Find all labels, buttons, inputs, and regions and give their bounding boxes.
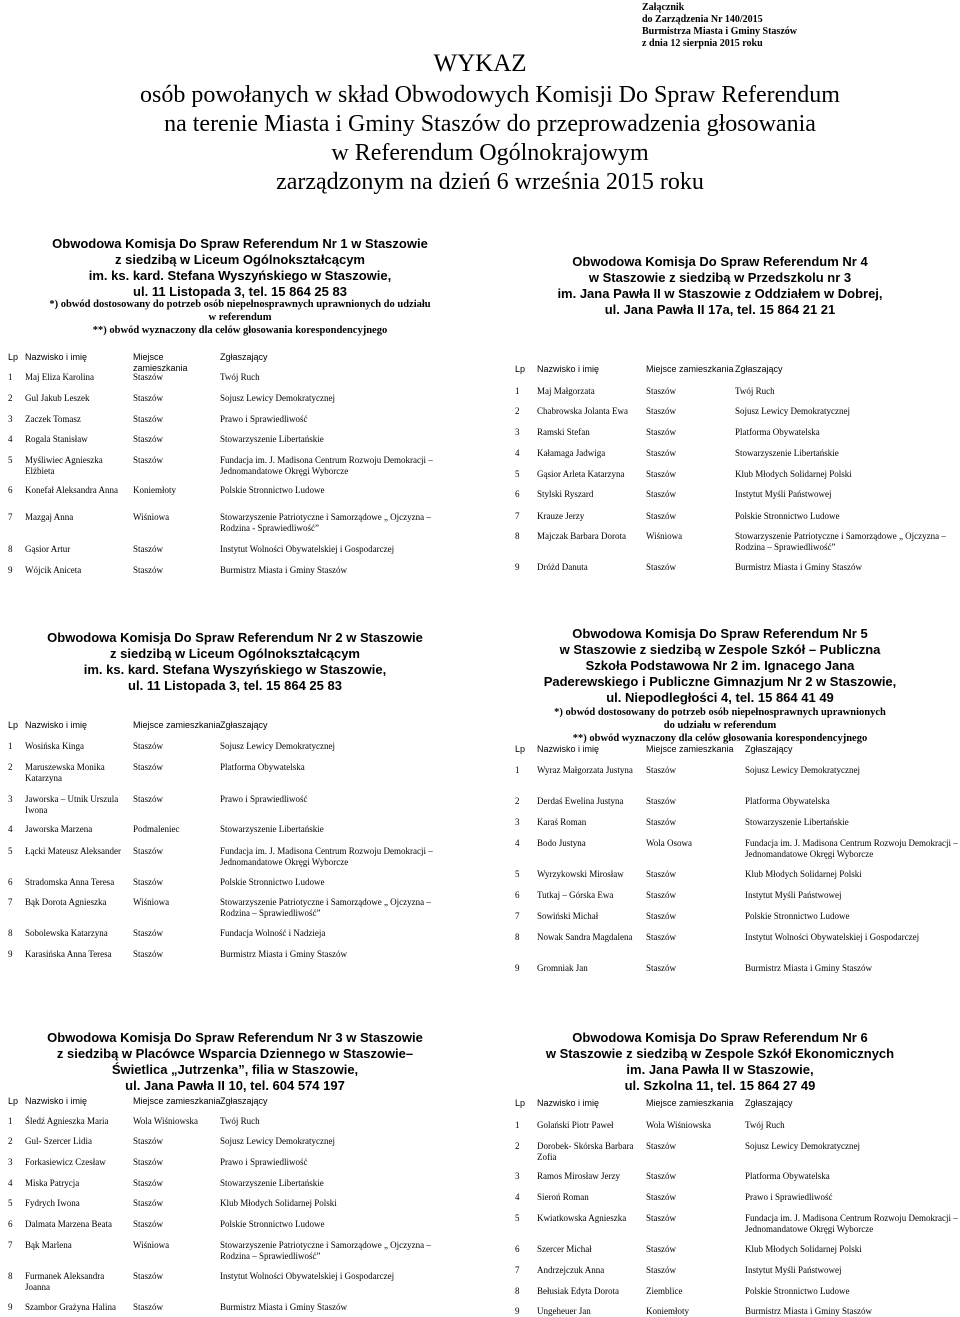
- commission-heading-line: ul. 11 Listopada 3, tel. 15 864 25 83: [133, 284, 347, 299]
- row-name: Ramos Mirosław Jerzy: [537, 1171, 620, 1181]
- row-name: Zaczek Tomasz: [25, 414, 81, 424]
- row-name: Śledź Agnieszka Maria: [25, 1116, 109, 1126]
- row-lp: 1: [8, 1116, 13, 1126]
- row-submitter: Instytut Myśli Państwowej: [745, 1265, 842, 1275]
- row-lp: 6: [515, 489, 520, 499]
- row-lp: 5: [515, 1213, 520, 1223]
- row-submitter: Klub Młodych Solidarnej Polski: [735, 469, 852, 479]
- column-header-lp: Lp: [8, 720, 19, 730]
- column-header-lp: Lp: [515, 364, 526, 374]
- row-lp: 4: [8, 1178, 13, 1188]
- row-submitter: Twój Ruch: [220, 1116, 260, 1126]
- commission-heading-line: ul. Szkolna 11, tel. 15 864 27 49: [624, 1078, 816, 1093]
- commission-heading-line: ul. Niepodległości 4, tel. 15 864 41 49: [606, 690, 834, 705]
- row-submitter: Sojusz Lewicy Demokratycznej: [220, 393, 335, 403]
- row-submitter: Polskie Stronnictwo Ludowe: [745, 911, 850, 921]
- row-lp: 4: [8, 824, 13, 834]
- row-lp: 6: [8, 1219, 13, 1229]
- document-subtitle-line: na terenie Miasta i Gminy Staszów do przeprowadzenia głosowania: [164, 111, 816, 137]
- commission-note-line: do udziału w referendum: [663, 720, 777, 731]
- row-name: Tutkaj – Górska Ewa: [537, 890, 614, 900]
- row-submitter: Platforma Obywatelska: [735, 427, 820, 437]
- row-name: Stradomska Anna Teresa: [25, 877, 115, 887]
- row-name: Bełusiak Edyta Dorota: [537, 1286, 619, 1296]
- commission-heading-line: z siedzibą w Placówce Wsparcia Dziennego w Staszowie–: [56, 1046, 414, 1061]
- row-lp: 9: [8, 1302, 13, 1312]
- annex-line: Załącznik: [642, 2, 685, 13]
- row-submitter: Burmistrz Miasta i Gminy Staszów: [220, 565, 347, 575]
- row-place: Staszów: [646, 386, 676, 396]
- row-submitter: Burmistrz Miasta i Gminy Staszów: [220, 949, 347, 959]
- row-place: Staszów: [133, 762, 163, 772]
- row-submitter: Prawo i Sprawiedliwość: [220, 1157, 308, 1167]
- commission-note-line: *) obwód dostosowany do potrzeb osób niepełnosprawnych uprawnionych do udziału: [49, 299, 431, 310]
- commission-heading: [0, 236, 480, 300]
- annex-line: Burmistrza Miasta i Gminy Staszów: [642, 26, 797, 37]
- row-lp: 7: [515, 911, 520, 921]
- row-lp: 6: [515, 890, 520, 900]
- row-name: Szercer Michał: [537, 1244, 592, 1254]
- row-submitter: Stowarzyszenie Libertańskie: [745, 817, 849, 827]
- commission-heading-line: Obwodowa Komisja Do Spraw Referendum Nr 2 w Staszowie: [47, 630, 423, 645]
- row-submitter: Platforma Obywatelska: [745, 796, 830, 806]
- commission-heading-line: w Staszowie z siedzibą w Zespole Szkół Ekonomicznych: [545, 1046, 895, 1061]
- row-place: Staszów: [133, 565, 163, 575]
- row-place: Staszów: [646, 932, 676, 942]
- row-name: Bąk Marlena: [25, 1240, 72, 1250]
- row-place: Staszów: [646, 1171, 676, 1181]
- row-submitter: Stowarzyszenie Libertańskie: [220, 1178, 324, 1188]
- row-submitter: Burmistrz Miasta i Gminy Staszów: [220, 1302, 347, 1312]
- commission-heading-line: Obwodowa Komisja Do Spraw Referendum Nr 3 w Staszowie: [47, 1030, 423, 1045]
- document-subtitle-line: w Referendum Ogólnokrajowym: [331, 140, 649, 166]
- row-name: Ungeheuer Jan: [537, 1306, 591, 1316]
- row-submitter: Sojusz Lewicy Demokratycznej: [735, 406, 850, 416]
- row-submitter: Fundacja im. J. Madisona Centrum Rozwoju Demokracji – Jednomandatowe Okręgi Wyborcze: [745, 838, 958, 859]
- row-lp: 1: [8, 372, 13, 382]
- row-lp: 7: [8, 897, 13, 907]
- annex-block: [642, 2, 797, 50]
- row-lp: 3: [8, 414, 13, 424]
- row-lp: 3: [515, 1171, 520, 1181]
- row-place: Staszów: [646, 448, 676, 458]
- row-name: Ramski Stefan: [537, 427, 590, 437]
- row-submitter: Stowarzyszenie Patriotyczne i Samorządowe „ Ojczyzna – Rodzina – Sprawiedliwość”: [220, 1240, 431, 1261]
- row-lp: 1: [515, 386, 520, 396]
- commission-heading: [480, 1030, 960, 1094]
- row-submitter: Prawo i Sprawiedliwość: [220, 414, 308, 424]
- row-lp: 3: [8, 794, 13, 804]
- column-header-lp: Lp: [8, 1096, 19, 1106]
- row-lp: 9: [515, 963, 520, 973]
- row-lp: 4: [8, 434, 13, 444]
- row-place: Staszów: [646, 817, 676, 827]
- column-header-name: Nazwisko i imię: [25, 1096, 88, 1106]
- row-place: Staszów: [133, 544, 163, 554]
- row-name: Rogala Stanisław: [25, 434, 88, 444]
- row-lp: 2: [8, 393, 13, 403]
- row-place: Staszów: [646, 911, 676, 921]
- row-submitter: Stowarzyszenie Patriotyczne i Samorządowe „ Ojczyzna – Rodzina - Sprawiedliwość”: [220, 512, 431, 533]
- column-header-name: Nazwisko i imię: [25, 720, 88, 730]
- row-lp: 1: [8, 741, 13, 751]
- row-name: Mazgaj Anna: [25, 512, 74, 522]
- row-name: Wyrzykowski Mirosław: [537, 869, 624, 879]
- row-lp: 2: [8, 762, 13, 772]
- row-lp: 5: [515, 869, 520, 879]
- commission-heading-line: Szkoła Podstawowa Nr 2 im. Ignacego Jana: [585, 658, 855, 673]
- row-name: Jaworska Marzena: [25, 824, 93, 834]
- row-submitter: Klub Młodych Solidarnej Polski: [745, 869, 862, 879]
- row-submitter: Prawo i Sprawiedliwość: [220, 794, 308, 804]
- column-header-submitter: Zgłaszający: [220, 1096, 268, 1106]
- row-name: Andrzejczuk Anna: [537, 1265, 605, 1275]
- row-submitter: Instytut Wolności Obywatelskiej i Gospodarczej: [745, 932, 920, 942]
- row-lp: 7: [515, 1265, 520, 1275]
- row-place: Wiśniowa: [133, 1240, 170, 1250]
- row-lp: 9: [515, 1306, 520, 1316]
- row-name: Kałamaga Jadwiga: [537, 448, 606, 458]
- commission-heading-line: Obwodowa Komisja Do Spraw Referendum Nr 6: [572, 1030, 868, 1045]
- column-header-place: Miejsce zamieszkania: [133, 720, 221, 730]
- row-place: Staszów: [646, 1213, 676, 1223]
- row-name: Gromniak Jan: [537, 963, 588, 973]
- row-name: Furmanek Aleksandra Joanna: [25, 1271, 105, 1292]
- row-place: Staszów: [133, 1302, 163, 1312]
- annex-line: z dnia 12 sierpnia 2015 roku: [642, 38, 763, 49]
- document-title: WYKAZ: [433, 50, 527, 77]
- column-header-place: Miejsce zamieszkania: [646, 1098, 734, 1108]
- row-name: Bodo Justyna: [537, 838, 586, 848]
- row-submitter: Polskie Stronnictwo Ludowe: [735, 511, 840, 521]
- row-submitter: Fundacja Wolność i Nadzieja: [220, 928, 326, 938]
- commission-note-line: **) obwód wyznaczony dla celów głosowania korespondencyjnego: [92, 325, 388, 336]
- row-place: Staszów: [133, 1178, 163, 1188]
- row-name: Szambor Grażyna Halina: [25, 1302, 116, 1312]
- commission-heading-line: Świetlica „Jutrzenka”, filia w Staszowie,: [111, 1062, 359, 1077]
- row-lp: 8: [515, 932, 520, 942]
- row-place: Staszów: [133, 949, 163, 959]
- row-lp: 4: [515, 838, 520, 848]
- commission-heading-line: im. Jana Pawła II w Staszowie z Oddziałem w Dobrej,: [557, 286, 883, 301]
- commission-note-line: **) obwód wyznaczony dla celów głosowania korespondencyjnego: [572, 733, 868, 744]
- row-place: Staszów: [646, 869, 676, 879]
- row-submitter: Sojusz Lewicy Demokratycznej: [220, 741, 335, 751]
- row-name: Wyraz Małgorzata Justyna: [537, 765, 633, 775]
- row-submitter: Polskie Stronnictwo Ludowe: [220, 1219, 325, 1229]
- commission-heading: [0, 1030, 470, 1094]
- document-subtitle-line: osób powołanych w skład Obwodowych Komisji Do Spraw Referendum: [140, 82, 840, 108]
- row-name: Maruszewska Monika Katarzyna: [25, 762, 105, 783]
- row-name: Kwiatkowska Agnieszka: [537, 1213, 627, 1223]
- row-lp: 2: [515, 406, 520, 416]
- row-place: Staszów: [133, 1157, 163, 1167]
- row-name: Derdaś Ewelina Justyna: [537, 796, 624, 806]
- row-place: Staszów: [646, 1141, 676, 1151]
- row-place: Staszów: [133, 1219, 163, 1229]
- row-lp: 3: [8, 1157, 13, 1167]
- row-name: Krauze Jerzy: [537, 511, 585, 521]
- row-submitter: Stowarzyszenie Patriotyczne i Samorządowe „ Ojczyzna – Rodzina – Sprawiedliwość”: [220, 897, 431, 918]
- row-place: Staszów: [646, 963, 676, 973]
- row-name: Gąsior Artur: [25, 544, 71, 554]
- column-header-lp: Lp: [8, 352, 19, 362]
- row-place: Staszów: [133, 741, 163, 751]
- row-lp: 9: [515, 562, 520, 572]
- row-place: Wiśniowa: [133, 512, 170, 522]
- row-place: Staszów: [133, 928, 163, 938]
- row-place: Staszów: [133, 794, 163, 804]
- row-place: Wola Osowa: [646, 838, 693, 848]
- column-header-name: Nazwisko i imię: [537, 364, 600, 374]
- row-place: Wiśniowa: [133, 897, 170, 907]
- row-name: Stylski Ryszard: [537, 489, 594, 499]
- row-name: Chabrowska Jolanta Ewa: [537, 406, 628, 416]
- row-lp: 5: [515, 469, 520, 479]
- commission-notes: [0, 298, 480, 337]
- row-place: Staszów: [133, 372, 163, 382]
- row-place: Staszów: [646, 406, 676, 416]
- commission-heading-line: ul. Jana Pawła II 10, tel. 604 574 197: [125, 1078, 345, 1093]
- row-submitter: Sojusz Lewicy Demokratycznej: [220, 1136, 335, 1146]
- row-lp: 6: [8, 485, 13, 495]
- column-header-place: Miejsce zamieszkania: [646, 364, 734, 374]
- column-header-place-line: zamieszkania: [133, 363, 188, 373]
- row-lp: 3: [515, 817, 520, 827]
- commission-heading-line: Obwodowa Komisja Do Spraw Referendum Nr 5: [572, 626, 868, 641]
- column-header-submitter: Zgłaszający: [745, 1098, 793, 1108]
- row-lp: 6: [515, 1244, 520, 1254]
- row-place: Podmaleniec: [133, 824, 180, 834]
- row-lp: 9: [8, 565, 13, 575]
- row-name: Majczak Barbara Dorota: [537, 531, 626, 541]
- row-submitter: Polskie Stronnictwo Ludowe: [745, 1286, 850, 1296]
- row-place: Staszów: [646, 1192, 676, 1202]
- row-submitter: Platforma Obywatelska: [745, 1171, 830, 1181]
- column-header-place-line: Miejsce: [133, 352, 164, 362]
- row-submitter: Instytut Wolności Obywatelskiej i Gospodarczej: [220, 544, 395, 554]
- column-header-submitter: Zgłaszający: [220, 352, 268, 362]
- row-submitter: Stowarzyszenie Libertańskie: [735, 448, 839, 458]
- row-submitter: Instytut Myśli Państwowej: [735, 489, 832, 499]
- row-lp: 2: [515, 1141, 520, 1151]
- row-name: Gul- Szercer Lidia: [25, 1136, 92, 1146]
- annex-line: do Zarządzenia Nr 140/2015: [642, 14, 763, 25]
- commission-heading-line: z siedzibą w Liceum Ogólnokształcącym: [110, 646, 360, 661]
- commission-heading-line: ul. 11 Listopada 3, tel. 15 864 25 83: [128, 678, 342, 693]
- row-name: Sowiński Michał: [537, 911, 599, 921]
- row-name: Bąk Dorota Agnieszka: [25, 897, 107, 907]
- row-lp: 8: [8, 928, 13, 938]
- column-header-submitter: Zgłaszający: [220, 720, 268, 730]
- row-name: Gąsior Arleta Katarzyna: [537, 469, 625, 479]
- row-submitter: Polskie Stronnictwo Ludowe: [220, 877, 325, 887]
- row-place: Staszów: [646, 511, 676, 521]
- commission-heading-line: im. ks. kard. Stefana Wyszyńskiego w Staszowie,: [83, 662, 387, 677]
- column-header-lp: Lp: [515, 1098, 526, 1108]
- commission-heading-line: im. ks. kard. Stefana Wyszyńskiego w Staszowie,: [88, 268, 392, 283]
- row-submitter: Prawo i Sprawiedliwość: [745, 1192, 833, 1202]
- commission-heading-line: Paderewskiego i Publiczne Gimnazjum Nr 2 w Staszowie,: [543, 674, 897, 689]
- row-submitter: Klub Młodych Solidarnej Polski: [745, 1244, 862, 1254]
- row-name: Fydrych Iwona: [25, 1198, 80, 1208]
- row-lp: 7: [515, 511, 520, 521]
- row-name: Sobolewska Katarzyna: [25, 928, 108, 938]
- row-place: Staszów: [646, 890, 676, 900]
- column-header-name: Nazwisko i imię: [25, 352, 88, 362]
- row-name: Dróżd Danuta: [537, 562, 588, 572]
- row-name: Nowak Sandra Magdalena: [537, 932, 633, 942]
- row-lp: 5: [8, 455, 13, 465]
- row-lp: 4: [515, 1192, 520, 1202]
- row-submitter: Burmistrz Miasta i Gminy Staszów: [735, 562, 862, 572]
- row-name: Dorobek- Skórska Barbara Zofia: [537, 1141, 634, 1162]
- row-place: Staszów: [133, 1198, 163, 1208]
- commission-heading-line: w Staszowie z siedzibą w Zespole Szkół – Publiczna: [559, 642, 881, 657]
- row-place: Staszów: [646, 1244, 676, 1254]
- row-name: Dalmata Marzena Beata: [25, 1219, 112, 1229]
- column-header-place: Miejsce zamieszkania: [646, 744, 734, 754]
- row-place: Wiśniowa: [646, 531, 683, 541]
- row-lp: 6: [8, 877, 13, 887]
- row-name: Sieroń Roman: [537, 1192, 589, 1202]
- row-lp: 2: [515, 796, 520, 806]
- row-place: Staszów: [133, 1271, 163, 1281]
- row-place: Staszów: [646, 562, 676, 572]
- row-name: Wosińska Kinga: [25, 741, 85, 751]
- row-submitter: Stowarzyszenie Libertańskie: [220, 434, 324, 444]
- row-place: Wola Wiśniowska: [133, 1116, 198, 1126]
- commission-heading: [480, 254, 960, 318]
- commission-notes: [480, 706, 960, 745]
- row-place: Staszów: [646, 489, 676, 499]
- row-name: Forkasiewicz Czesław: [25, 1157, 106, 1167]
- row-place: Staszów: [646, 796, 676, 806]
- row-place: Staszów: [133, 846, 163, 856]
- row-submitter: Polskie Stronnictwo Ludowe: [220, 485, 325, 495]
- row-lp: 8: [515, 531, 520, 541]
- row-lp: 9: [8, 949, 13, 959]
- column-header-place: Miejsce zamieszkania: [133, 1096, 221, 1106]
- row-lp: 7: [8, 512, 13, 522]
- row-lp: 1: [515, 1120, 520, 1130]
- row-name: Karaś Roman: [537, 817, 587, 827]
- row-submitter: Fundacja im. J. Madisona Centrum Rozwoju Demokracji – Jednomandatowe Okręgi Wyborcze: [220, 455, 433, 476]
- row-lp: 1: [515, 765, 520, 775]
- row-lp: 8: [8, 544, 13, 554]
- commission-heading-line: Obwodowa Komisja Do Spraw Referendum Nr 4: [572, 254, 868, 269]
- row-name: Miska Patrycja: [25, 1178, 80, 1188]
- column-header-submitter: Zgłaszający: [745, 744, 793, 754]
- row-submitter: Sojusz Lewicy Demokratycznej: [745, 1141, 860, 1151]
- commission-note-line: *) obwód dostosowany do potrzeb osób niepełnosprawnych uprawnionych: [554, 707, 886, 718]
- row-place: Koniemłoty: [133, 485, 176, 495]
- commission-heading-line: w Staszowie z siedzibą w Przedszkolu nr 3: [588, 270, 852, 285]
- row-place: Staszów: [133, 414, 163, 424]
- row-lp: 3: [515, 427, 520, 437]
- column-header-name: Nazwisko i imię: [537, 744, 600, 754]
- row-name: Maj Eliza Karolina: [25, 372, 94, 382]
- row-name: Wójcik Aniceta: [25, 565, 82, 575]
- row-name: Myśliwiec Agnieszka Elżbieta: [25, 455, 103, 476]
- commission-note-line: w referendum: [208, 312, 272, 323]
- row-name: Jaworska – Utnik Urszula Iwona: [25, 794, 119, 815]
- row-submitter: Twój Ruch: [735, 386, 775, 396]
- column-header-place: [133, 352, 188, 374]
- column-header-lp: Lp: [515, 744, 526, 754]
- commission-heading-line: ul. Jana Pawła II 17a, tel. 15 864 21 21: [604, 302, 836, 317]
- row-place: Staszów: [646, 1265, 676, 1275]
- commission-heading-line: im. Jana Pawła II w Staszowie,: [626, 1062, 814, 1077]
- row-lp: 5: [8, 1198, 13, 1208]
- commission-heading: [0, 630, 470, 694]
- row-place: Staszów: [133, 393, 163, 403]
- row-submitter: Instytut Wolności Obywatelskiej i Gospodarczej: [220, 1271, 395, 1281]
- row-lp: 8: [8, 1271, 13, 1281]
- row-submitter: Twój Ruch: [745, 1120, 785, 1130]
- row-place: Staszów: [133, 1136, 163, 1146]
- row-lp: 5: [8, 846, 13, 856]
- row-submitter: Fundacja im. J. Madisona Centrum Rozwoju Demokracji – Jednomandatowe Okręgi Wyborcze: [220, 846, 433, 867]
- row-place: Staszów: [133, 877, 163, 887]
- document-subtitle-line: zarządzonym na dzień 6 września 2015 roku: [276, 169, 704, 195]
- row-submitter: Stowarzyszenie Patriotyczne i Samorządowe „ Ojczyzna – Rodzina – Sprawiedliwość”: [735, 531, 946, 552]
- column-header-name: Nazwisko i imię: [537, 1098, 600, 1108]
- row-submitter: Platforma Obywatelska: [220, 762, 305, 772]
- row-submitter: Twój Ruch: [220, 372, 260, 382]
- row-place: Staszów: [646, 427, 676, 437]
- row-name: Maj Małgorzata: [537, 386, 595, 396]
- row-place: Staszów: [646, 765, 676, 775]
- row-submitter: Stowarzyszenie Libertańskie: [220, 824, 324, 834]
- commission-heading: [480, 626, 960, 706]
- commission-heading-line: Obwodowa Komisja Do Spraw Referendum Nr 1 w Staszowie: [52, 236, 428, 251]
- row-place: Ziemblice: [646, 1286, 683, 1296]
- row-submitter: Burmistrz Miasta i Gminy Staszów: [745, 963, 872, 973]
- row-place: Wola Wiśniowska: [646, 1120, 711, 1130]
- row-place: Staszów: [133, 455, 163, 465]
- row-submitter: Fundacja im. J. Madisona Centrum Rozwoju Demokracji – Jednomandatowe Okręgi Wyborcze: [745, 1213, 958, 1234]
- row-submitter: Klub Młodych Solidarnej Polski: [220, 1198, 337, 1208]
- row-place: Staszów: [133, 434, 163, 444]
- row-submitter: Instytut Myśli Państwowej: [745, 890, 842, 900]
- row-name: Łącki Mateusz Aleksander: [25, 846, 121, 856]
- row-lp: 4: [515, 448, 520, 458]
- row-place: Koniemłoty: [646, 1306, 689, 1316]
- row-place: Staszów: [646, 469, 676, 479]
- row-lp: 7: [8, 1240, 13, 1250]
- row-name: Karasińska Anna Teresa: [25, 949, 112, 959]
- row-lp: 2: [8, 1136, 13, 1146]
- row-submitter: Sojusz Lewicy Demokratycznej: [745, 765, 860, 775]
- column-header-submitter: Zgłaszający: [735, 364, 783, 374]
- row-name: Golański Piotr Paweł: [537, 1120, 614, 1130]
- row-lp: 8: [515, 1286, 520, 1296]
- row-submitter: Burmistrz Miasta i Gminy Staszów: [745, 1306, 872, 1316]
- row-name: Gul Jakub Leszek: [25, 393, 90, 403]
- commission-heading-line: z siedzibą w Liceum Ogólnokształcącym: [115, 252, 365, 267]
- row-name: Konefał Aleksandra Anna: [25, 485, 118, 495]
